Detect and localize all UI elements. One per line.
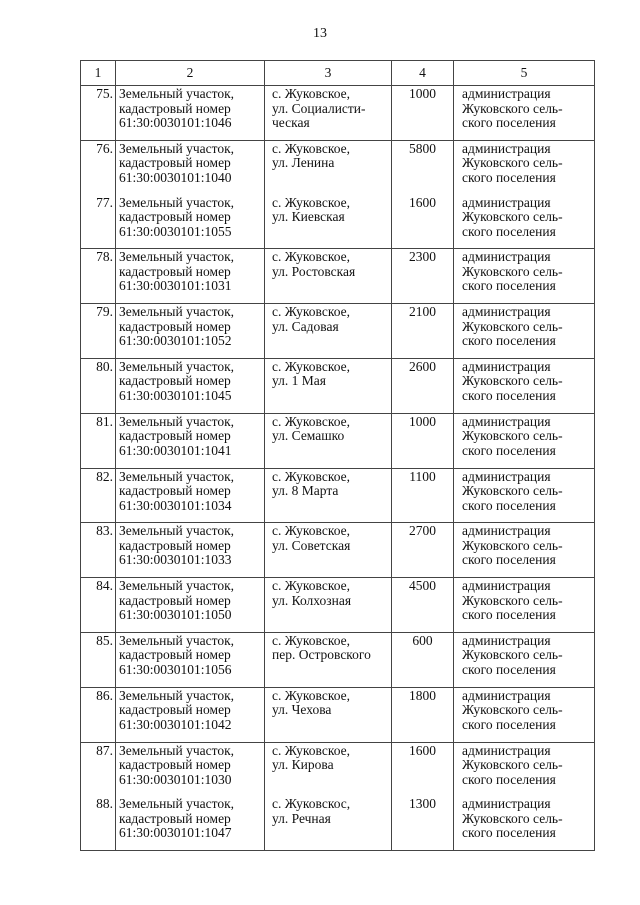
object-description: Земельный участок, кадастровый номер 61:30:0030101:1052 — [119, 304, 235, 349]
row-number: 77. — [96, 194, 113, 210]
object-location-cell — [265, 304, 392, 359]
object-location: с. Жуковское, ул. Семашко — [272, 413, 350, 444]
table-row — [81, 140, 595, 194]
object-location-cell — [265, 468, 392, 523]
header-col-3: 3 — [265, 61, 392, 86]
table-row — [81, 632, 595, 687]
row-number: 88. — [96, 796, 113, 812]
object-location: с. Жуковское, ул. Ростовская — [272, 249, 356, 279]
object-area: 1100 — [409, 468, 436, 484]
row-number-cell — [81, 632, 116, 687]
object-location: с. Жуковское, ул. Ленина — [272, 140, 350, 171]
holder-name: администрация Жуковского сель- ского поселения — [462, 468, 563, 513]
object-location: с. Жуковское, ул. 8 Марта — [272, 468, 350, 499]
object-area: 1800 — [409, 687, 436, 703]
object-description: Земельный участок, кадастровый номер 61:30:0030101:1055 — [119, 194, 235, 239]
table-row — [81, 195, 595, 249]
object-description: Земельный участок, кадастровый номер 61:30:0030101:1031 — [119, 249, 235, 294]
holder-name: администрация Жуковского сель- ского поселения — [462, 742, 563, 787]
row-number: 80. — [96, 358, 113, 374]
row-number-cell — [81, 523, 116, 578]
holder-name-cell — [454, 140, 595, 194]
header-col-1: 1 — [81, 61, 116, 86]
row-number: 76. — [96, 140, 113, 156]
object-area-cell — [392, 249, 454, 304]
holder-name-cell — [454, 578, 595, 633]
object-area-cell — [392, 523, 454, 578]
object-description: Земельный участок, кадастровый номер 61:30:0030101:1045 — [119, 358, 235, 403]
header-row — [81, 61, 595, 86]
object-area-cell — [392, 796, 454, 850]
object-location: с. Жуковское, ул. 1 Мая — [272, 358, 350, 389]
table-row — [81, 249, 595, 304]
holder-name-cell — [454, 195, 595, 249]
table-row — [81, 358, 595, 413]
row-number: 82. — [96, 468, 113, 484]
object-location: с. Жуковское, пер. Островского — [272, 632, 371, 663]
object-area-cell — [392, 742, 454, 796]
object-location: с. Жуковское, ул. Советская — [272, 523, 351, 553]
holder-name-cell — [454, 358, 595, 413]
table-row — [81, 742, 595, 796]
object-description-cell — [116, 195, 265, 249]
row-number-cell — [81, 796, 116, 850]
row-number-cell — [81, 249, 116, 304]
object-description-cell — [116, 413, 265, 468]
object-description: Земельный участок, кадастровый номер 61:30:0030101:1030 — [119, 742, 235, 787]
holder-name-cell — [454, 632, 595, 687]
holder-name-cell — [454, 413, 595, 468]
object-description-cell — [116, 796, 265, 850]
object-description-cell — [116, 249, 265, 304]
object-description-cell — [116, 86, 265, 141]
table-row — [81, 796, 595, 850]
object-area: 2100 — [409, 304, 436, 320]
holder-name-cell — [454, 523, 595, 578]
object-location: с. Жуковскос, ул. Речная — [272, 796, 351, 826]
holder-name: администрация Жуковского сель- ского поселения — [462, 578, 563, 623]
object-area-cell — [392, 468, 454, 523]
object-location-cell — [265, 742, 392, 796]
object-location-cell — [265, 796, 392, 850]
object-area: 1000 — [409, 413, 436, 429]
object-area: 2700 — [409, 523, 436, 539]
holder-name: администрация Жуковского сель- ского поселения — [462, 523, 563, 568]
object-location-cell — [265, 195, 392, 249]
table-row — [81, 413, 595, 468]
object-area: 1000 — [409, 86, 436, 101]
row-number: 79. — [96, 304, 113, 320]
object-description-cell — [116, 140, 265, 194]
row-number-cell — [81, 413, 116, 468]
object-description: Земельный участок, кадастровый номер 61:30:0030101:1046 — [119, 86, 235, 130]
object-area-cell — [392, 578, 454, 633]
object-area-cell — [392, 140, 454, 194]
row-number-cell — [81, 742, 116, 796]
holder-name-cell — [454, 468, 595, 523]
object-description: Земельный участок, кадастровый номер 61:30:0030101:1040 — [119, 140, 235, 185]
object-area-cell — [392, 86, 454, 141]
holder-name: администрация Жуковского сель- ского поселения — [462, 304, 563, 349]
object-description-cell — [116, 523, 265, 578]
header-col-2: 2 — [116, 61, 265, 86]
object-location: с. Жуковское, ул. Социалисти- ческая — [272, 86, 366, 130]
object-area-cell — [392, 413, 454, 468]
row-number: 84. — [96, 578, 113, 594]
object-area-cell — [392, 195, 454, 249]
row-number: 86. — [96, 687, 113, 703]
holder-name-cell — [454, 742, 595, 796]
object-location: с. Жуковское, ул. Киевская — [272, 194, 350, 225]
header-col-5: 5 — [454, 61, 595, 86]
row-number: 81. — [96, 413, 113, 429]
object-area: 600 — [412, 632, 433, 648]
row-number-cell — [81, 687, 116, 742]
holder-name: администрация Жуковского сель- ского поселения — [462, 687, 563, 732]
object-location: с. Жуковское, ул. Садовая — [272, 304, 350, 334]
object-description-cell — [116, 304, 265, 359]
holder-name: администрация Жуковского сель- ского поселения — [462, 358, 563, 403]
row-number-cell — [81, 195, 116, 249]
object-description-cell — [116, 578, 265, 633]
row-number-cell — [81, 578, 116, 633]
object-area: 4500 — [409, 578, 436, 594]
table-row — [81, 304, 595, 359]
holder-name: администрация Жуковского сель- ского поселения — [462, 796, 563, 841]
object-area: 1600 — [409, 194, 436, 210]
object-description: Земельный участок, кадастровый номер 61:30:0030101:1041 — [119, 413, 235, 458]
object-location: с. Жуковское, ул. Чехова — [272, 687, 350, 718]
object-description: Земельный участок, кадастровый номер 61:30:0030101:1033 — [119, 523, 235, 568]
holder-name: администрация Жуковского сель- ского поселения — [462, 194, 563, 239]
object-description-cell — [116, 358, 265, 413]
holder-name: администрация Жуковского сель- ского поселения — [462, 413, 563, 458]
object-location-cell — [265, 86, 392, 141]
object-area-cell — [392, 358, 454, 413]
row-number: 87. — [96, 742, 113, 758]
object-description: Земельный участок, кадастровый номер 61:30:0030101:1042 — [119, 687, 235, 732]
holder-name-cell — [454, 796, 595, 850]
object-location-cell — [265, 578, 392, 633]
holder-name: администрация Жуковского сель- ского поселения — [462, 249, 563, 294]
row-number-cell — [81, 304, 116, 359]
object-location-cell — [265, 249, 392, 304]
row-number: 78. — [96, 249, 113, 265]
holder-name-cell — [454, 687, 595, 742]
object-description-cell — [116, 632, 265, 687]
row-number: 83. — [96, 523, 113, 539]
table-row — [81, 468, 595, 523]
object-area: 1600 — [409, 742, 436, 758]
object-location-cell — [265, 140, 392, 194]
object-location-cell — [265, 523, 392, 578]
table-body — [81, 86, 595, 851]
table-row — [81, 523, 595, 578]
header-col-4: 4 — [392, 61, 454, 86]
object-area: 2300 — [409, 249, 436, 265]
holder-name-cell — [454, 249, 595, 304]
holder-name-cell — [454, 304, 595, 359]
object-area-cell — [392, 304, 454, 359]
object-description: Земельный участок, кадастровый номер 61:30:0030101:1050 — [119, 578, 235, 623]
page-number: 13 — [313, 26, 327, 41]
row-number-cell — [81, 358, 116, 413]
table-row — [81, 578, 595, 633]
property-table — [80, 60, 595, 851]
object-area: 5800 — [409, 140, 436, 156]
holder-name-cell — [454, 86, 595, 141]
table-row — [81, 687, 595, 742]
object-description: Земельный участок, кадастровый номер 61:30:0030101:1047 — [119, 796, 235, 841]
object-location-cell — [265, 413, 392, 468]
object-description: Земельный участок, кадастровый номер 61:30:0030101:1056 — [119, 632, 235, 677]
holder-name: администрация Жуковского сель- ского поселения — [462, 140, 563, 185]
object-description-cell — [116, 468, 265, 523]
row-number: 85. — [96, 632, 113, 648]
object-location: с. Жуковское, ул. Кирова — [272, 742, 350, 773]
object-description-cell — [116, 687, 265, 742]
object-area-cell — [392, 687, 454, 742]
row-number: 75. — [96, 86, 113, 101]
holder-name: администрация Жуковского сель- ского поселения — [462, 632, 563, 677]
object-location-cell — [265, 358, 392, 413]
object-location-cell — [265, 632, 392, 687]
object-location: с. Жуковское, ул. Колхозная — [272, 578, 352, 608]
object-area: 1300 — [409, 796, 436, 812]
row-number-cell — [81, 468, 116, 523]
object-location-cell — [265, 687, 392, 742]
object-area: 2600 — [409, 358, 436, 374]
table-row — [81, 86, 595, 141]
row-number-cell — [81, 86, 116, 141]
object-description: Земельный участок, кадастровый номер 61:30:0030101:1034 — [119, 468, 235, 513]
holder-name: администрация Жуковского сель- ского поселения — [462, 86, 563, 130]
object-area-cell — [392, 632, 454, 687]
row-number-cell — [81, 140, 116, 194]
object-description-cell — [116, 742, 265, 796]
